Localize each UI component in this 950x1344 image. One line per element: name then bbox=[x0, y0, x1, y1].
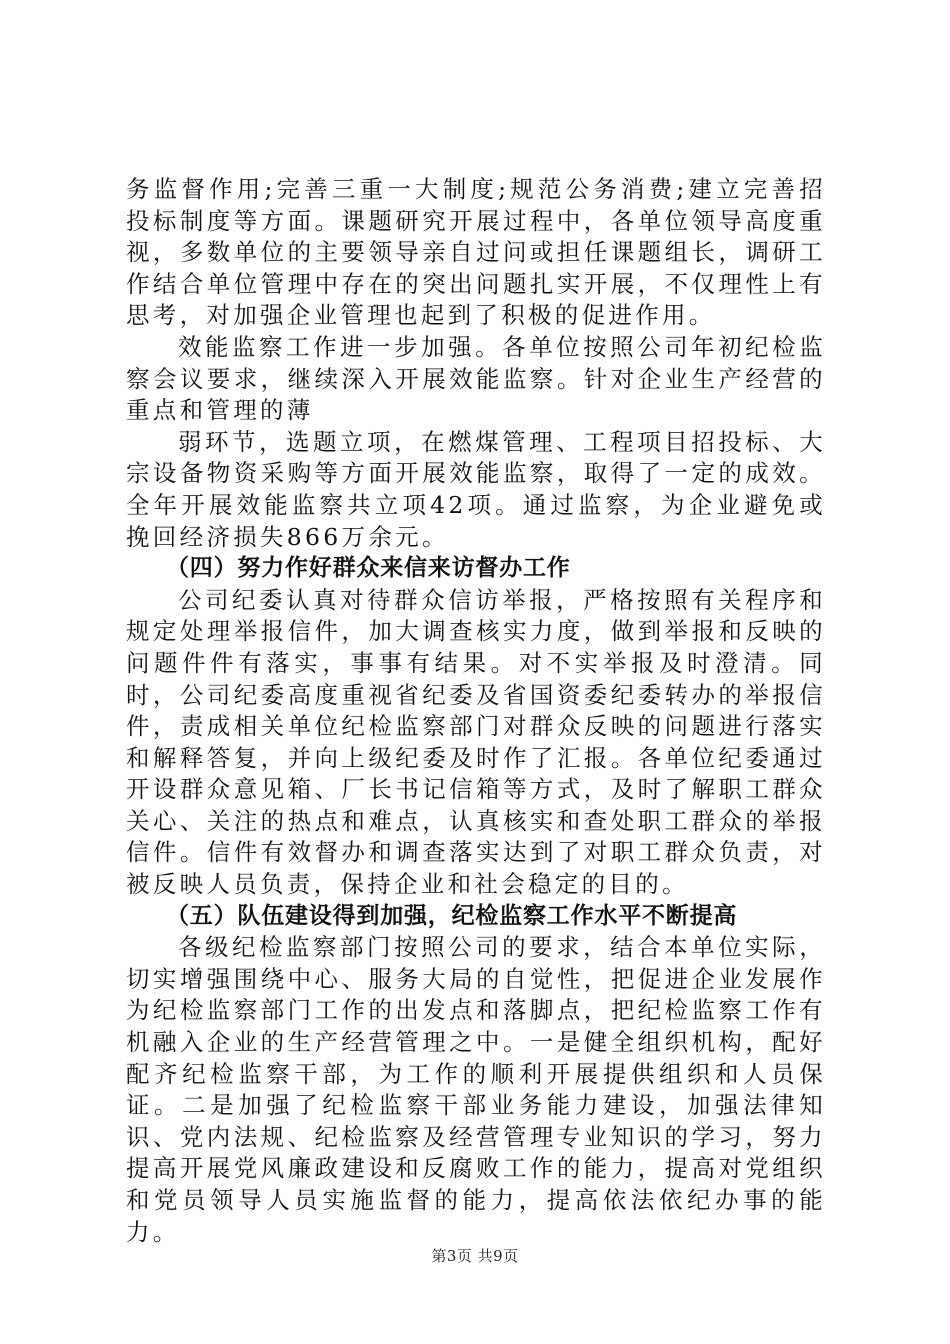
paragraph-team-building: 各级纪检监察部门按照公司的要求，结合本单位实际，切实增强围绕中心、服务大局的自觉性，把促进企业发展作为纪检监察部门工作的出发点和落脚点，把纪检监察工作有机融入企业的生产经营管理之中。一是健全组织机构，配好配齐纪检监察干部，为工作的顺利开展提供组织和人员保证。二是加强了纪检监察干部业务能力建设，加强法律知识、党内法规、纪检监察及经营管理专业知识的学习，努力提高开展党风廉政建设和反腐败工作的能力，提高对党组织和党员领导人员实施监督的能力，提高依法依纪办事的能力。 bbox=[126, 933, 826, 1246]
section-heading-5: （五）队伍建设得到加强，纪检监察工作水平不断提高 bbox=[166, 902, 738, 929]
section-heading-4: （四）努力作好群众来信来访督办工作 bbox=[166, 555, 571, 582]
paragraph-continued: 务监督作用;完善三重一大制度;规范公务消费;建立完善招投标制度等方面。课题研究开展过程中，各单位领导高度重视，多数单位的主要领导亲自过问或担任课题组长，调研工作结合单位管理中存在的突出问题扎实开展，不仅理性上有思考，对加强企业管理也起到了积极的促进作用。 bbox=[126, 175, 826, 330]
page-number-footer: 第3页 共9页 bbox=[431, 1247, 519, 1265]
paragraph-efficiency-supervision: 效能监察工作进一步加强。各单位按照公司年初纪检监察会议要求，继续深入开展效能监察。针对企业生产经营的重点和管理的薄 bbox=[126, 332, 826, 425]
document-body bbox=[126, 174, 826, 1248]
paragraph-petitions: 公司纪委认真对待群众信访举报，严格按照有关程序和规定处理举报信件，加大调查核实力度，做到举报和反映的问题件件有落实，事事有结果。对不实举报及时澄清。同时，公司纪委高度重视省纪委及省国资委纪委转办的举报信件，责成相关单位纪检监察部门对群众反映的问题进行落实和解释答复，并向上级纪委及时作了汇报。各单位纪委通过开设群众意见箱、厂长书记信箱等方式，及时了解职工群众关心、关注的热点和难点，认真核实和查处职工群众的举报信件。信件有效督办和调查落实达到了对职工群众负责，对被反映人员负责，保持企业和社会稳定的目的。 bbox=[126, 585, 826, 899]
paragraph-efficiency-results: 弱环节，选题立项，在燃煤管理、工程项目招投标、大宗设备物资采购等方面开展效能监察，取得了一定的成效。全年开展效能监察共立项42项。通过监察，为企业避免或挽回经济损失866万余元。 bbox=[126, 427, 826, 551]
